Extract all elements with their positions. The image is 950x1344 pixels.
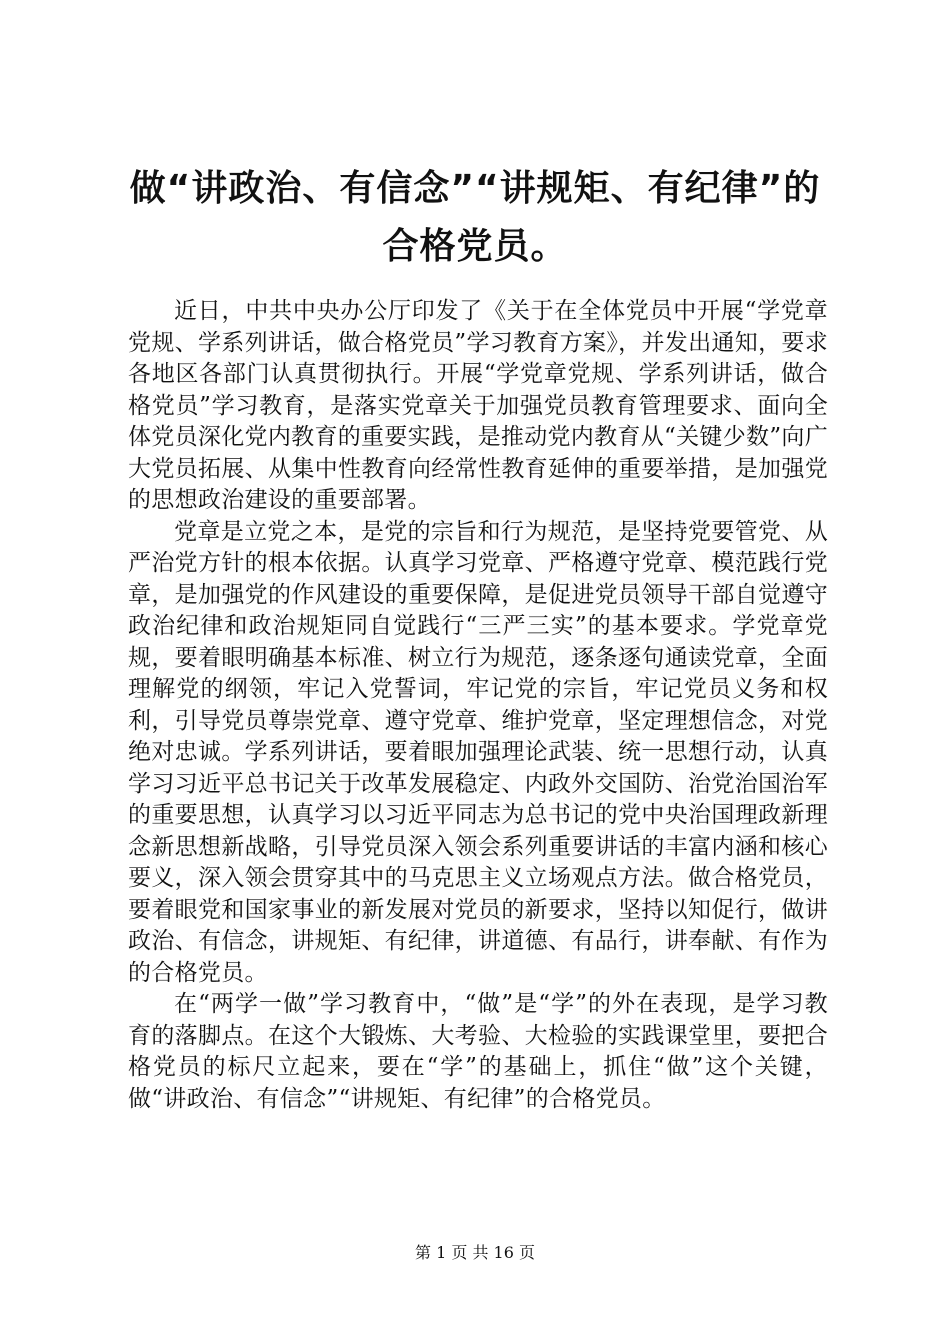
- document-title: [110, 160, 840, 276]
- page-indicator: 第 1 页 共 16 页: [415, 1243, 535, 1262]
- title-line-1: 做“讲政治、有信念”“讲规矩、有纪律”的: [129, 168, 821, 209]
- paragraph-3: 在“两学一做”学习教育中，“做”是“学”的外在表现，是学习教育的落脚点。在这个大锻炼、大考验、大检验的实践课堂里，要把合格党员的标尺立起来，要在“学”的基础上，抓住“做”这个关键，做“讲政治、有信念”“讲规矩、有纪律”的合格党员。: [128, 991, 828, 1112]
- paragraph-2: 党章是立党之本，是党的宗旨和行为规范，是坚持党要管党、从严治党方针的根本依据。认真学习党章、严格遵守党章、模范践行党章，是加强党的作风建设的重要保障，是促进党员领导干部自觉遵守政治纪律和政治规矩同自觉践行“三严三实”的基本要求。学党章党规，要着眼明确基本标准、树立行为规范，逐条逐句通读党章，全面理解党的纲领，牢记入党誓词，牢记党的宗旨，牢记党员义务和权利，引导党员尊崇党章、遵守党章、维护党章，坚定理想信念，对党绝对忠诚。学系列讲话，要着眼加强理论武装、统一思想行动，认真学习习近平总书记关于改革发展稳定、内政外交国防、治党治国治军的重要思想，认真学习以习近平同志为总书记的党中央治国理政新理念新思想新战略，引导党员深入领会系列重要讲话的丰富内涵和核心要义，深入领会贯穿其中的马克思主义立场观点方法。做合格党员，要着眼党和国家事业的新发展对党员的新要求，坚持以知促行，做讲政治、有信念，讲规矩、有纪律，讲道德、有品行，讲奉献、有作为的合格党员。: [128, 518, 828, 986]
- page-footer: [0, 1243, 950, 1263]
- title-line-2: 合格党员。: [382, 226, 568, 267]
- document-body: [128, 296, 828, 1115]
- paragraph-1: 近日，中共中央办公厅印发了《关于在全体党员中开展“学党章党规、学系列讲话，做合格党员”学习教育方案》，并发出通知，要求各地区各部门认真贯彻执行。开展“学党章党规、学系列讲话，做合格党员”学习教育，是落实党章关于加强党员教育管理要求、面向全体党员深化党内教育的重要实践，是推动党内教育从“关键少数”向广大党员拓展、从集中性教育向经常性教育延伸的重要举措，是加强党的思想政治建设的重要部署。: [128, 298, 828, 513]
